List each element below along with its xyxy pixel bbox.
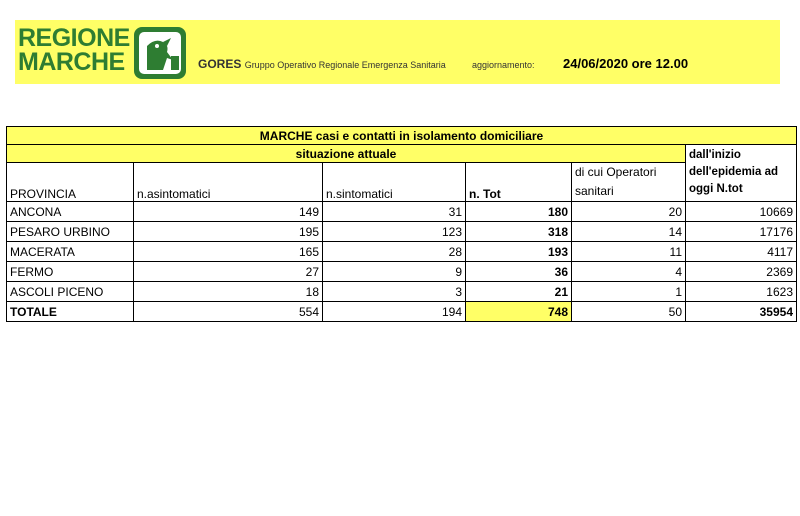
cell-asintomatici: 149 — [134, 202, 323, 222]
cell-provincia: MACERATA — [7, 242, 134, 262]
cell-operatori: 1 — [572, 282, 686, 302]
cell-provincia: ASCOLI PICENO — [7, 282, 134, 302]
cell-sintomatici: 123 — [323, 222, 466, 242]
total-row — [7, 302, 797, 322]
gores-subtitle: Gruppo Operativo Regionale Emergenza Sanitaria — [244, 60, 446, 70]
logo-text — [18, 26, 130, 74]
total-totale-epidemia: 35954 — [686, 302, 797, 322]
update-label: aggiornamento: — [472, 60, 535, 70]
cell-totale-epidemia: 10669 — [686, 202, 797, 222]
cell-sintomatici: 3 — [323, 282, 466, 302]
cell-provincia: FERMO — [7, 262, 134, 282]
cell-sintomatici: 31 — [323, 202, 466, 222]
col-operatori: di cui Operatori sanitari — [572, 163, 686, 202]
cell-sintomatici: 28 — [323, 242, 466, 262]
isolation-table — [6, 126, 797, 322]
cell-totale-epidemia: 4117 — [686, 242, 797, 262]
cell-totale-epidemia: 17176 — [686, 222, 797, 242]
cell-tot: 36 — [466, 262, 572, 282]
gores-title: GORES — [198, 57, 242, 71]
regione-marche-logo — [18, 26, 186, 80]
cell-asintomatici: 165 — [134, 242, 323, 262]
col-provincia: PROVINCIA — [7, 163, 134, 202]
cell-asintomatici: 27 — [134, 262, 323, 282]
cell-tot: 180 — [466, 202, 572, 222]
col-sintomatici: n.sintomatici — [323, 163, 466, 202]
cell-provincia: PESARO URBINO — [7, 222, 134, 242]
cell-operatori: 20 — [572, 202, 686, 222]
pecking-bird-emblem-icon — [133, 26, 187, 80]
col-asintomatici: n.asintomatici — [134, 163, 323, 202]
table-subtitle: situazione attuale — [7, 145, 686, 163]
cell-operatori: 4 — [572, 262, 686, 282]
total-tot: 748 — [466, 302, 572, 322]
cell-tot: 21 — [466, 282, 572, 302]
gores-label — [198, 57, 446, 71]
cell-operatori: 14 — [572, 222, 686, 242]
header-banner — [15, 20, 780, 84]
cell-asintomatici: 18 — [134, 282, 323, 302]
logo-line2: MARCHE — [18, 48, 125, 76]
cell-sintomatici: 9 — [323, 262, 466, 282]
cell-totale-epidemia: 1623 — [686, 282, 797, 302]
cell-provincia: ANCONA — [7, 202, 134, 222]
table-row — [7, 242, 797, 262]
table-title: MARCHE casi e contatti in isolamento domiciliare — [7, 127, 797, 145]
total-asintomatici: 554 — [134, 302, 323, 322]
table-row — [7, 262, 797, 282]
total-sintomatici: 194 — [323, 302, 466, 322]
cell-totale-epidemia: 2369 — [686, 262, 797, 282]
total-label: TOTALE — [7, 302, 134, 322]
update-date: 24/06/2020 ore 12.00 — [563, 56, 689, 71]
column-header-row — [7, 163, 797, 202]
cell-operatori: 11 — [572, 242, 686, 262]
total-operatori: 50 — [572, 302, 686, 322]
cell-asintomatici: 195 — [134, 222, 323, 242]
cell-tot: 193 — [466, 242, 572, 262]
side-header: dall'inizio dell'epidemia ad oggi N.tot — [686, 145, 797, 202]
table-row — [7, 282, 797, 302]
table-row — [7, 222, 797, 242]
col-tot: n. Tot — [466, 163, 572, 202]
cell-tot: 318 — [466, 222, 572, 242]
table-row — [7, 202, 797, 222]
logo-line1: REGIONE — [18, 24, 130, 52]
